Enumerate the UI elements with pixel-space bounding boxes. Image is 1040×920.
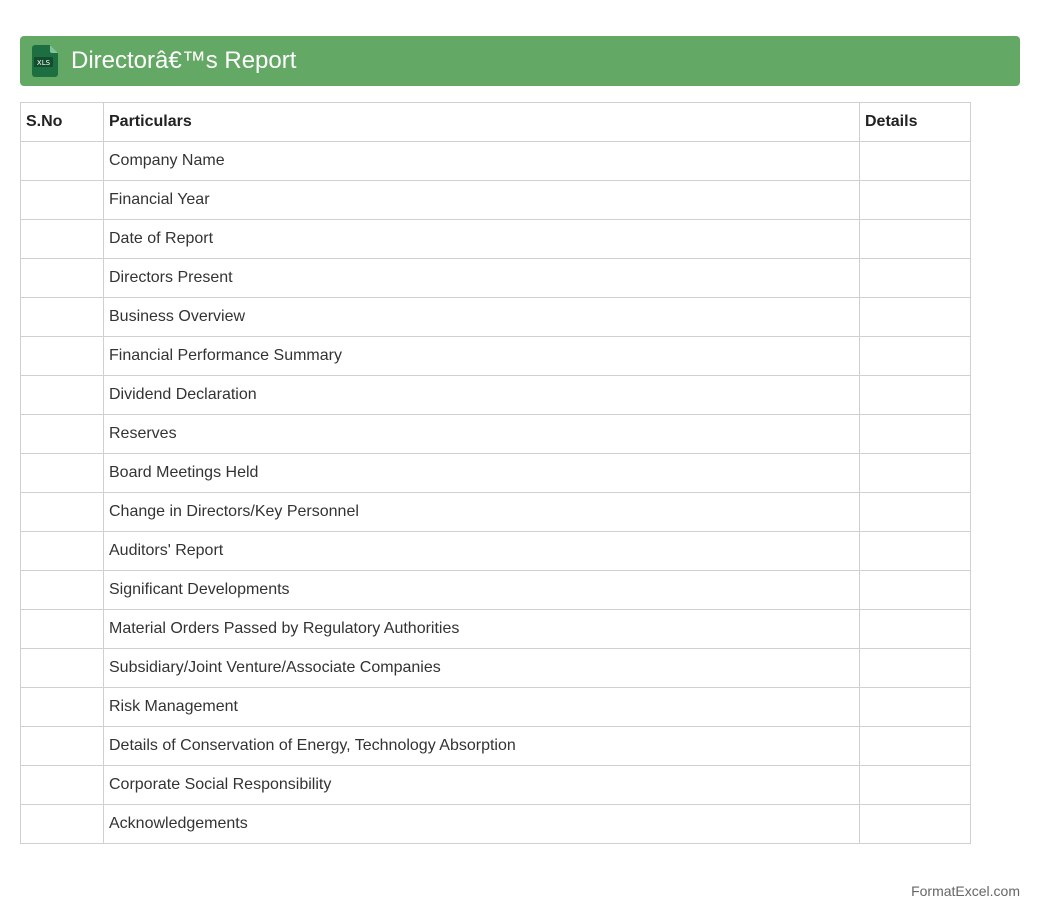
- page-header: [20, 36, 1020, 86]
- table-row: [21, 454, 971, 493]
- table-row: [21, 181, 971, 220]
- table-row: [21, 337, 971, 376]
- table-row: [21, 298, 971, 337]
- sno-cell[interactable]: [21, 688, 104, 727]
- details-cell[interactable]: [860, 493, 971, 532]
- xls-file-icon: [32, 45, 58, 77]
- details-cell[interactable]: [860, 415, 971, 454]
- details-cell[interactable]: [860, 571, 971, 610]
- table-row: [21, 688, 971, 727]
- table-row: [21, 415, 971, 454]
- report-table: [20, 102, 971, 844]
- table-row: [21, 142, 971, 181]
- particular-cell: Acknowledgements: [104, 805, 860, 844]
- details-cell[interactable]: [860, 532, 971, 571]
- table-row: [21, 376, 971, 415]
- particular-cell: Auditors' Report: [104, 532, 860, 571]
- details-cell[interactable]: [860, 688, 971, 727]
- particular-cell: Details of Conservation of Energy, Technology Absorption: [104, 727, 860, 766]
- sno-cell[interactable]: [21, 142, 104, 181]
- sno-cell[interactable]: [21, 610, 104, 649]
- sno-cell[interactable]: [21, 298, 104, 337]
- details-cell[interactable]: [860, 610, 971, 649]
- details-cell[interactable]: [860, 298, 971, 337]
- particular-cell: Corporate Social Responsibility: [104, 766, 860, 805]
- details-cell[interactable]: [860, 220, 971, 259]
- table-row: [21, 649, 971, 688]
- table-row: [21, 727, 971, 766]
- column-header-particulars: Particulars: [104, 103, 860, 142]
- table-row: [21, 571, 971, 610]
- sno-cell[interactable]: [21, 493, 104, 532]
- table-row: [21, 766, 971, 805]
- table-row: [21, 532, 971, 571]
- sno-cell[interactable]: [21, 649, 104, 688]
- details-cell[interactable]: [860, 142, 971, 181]
- details-cell[interactable]: [860, 727, 971, 766]
- details-cell[interactable]: [860, 766, 971, 805]
- sno-cell[interactable]: [21, 766, 104, 805]
- particular-cell: Reserves: [104, 415, 860, 454]
- table-row: [21, 220, 971, 259]
- sno-cell[interactable]: [21, 571, 104, 610]
- particular-cell: Significant Developments: [104, 571, 860, 610]
- table-row: [21, 610, 971, 649]
- details-cell[interactable]: [860, 337, 971, 376]
- particular-cell: Dividend Declaration: [104, 376, 860, 415]
- particular-cell: Material Orders Passed by Regulatory Authorities: [104, 610, 860, 649]
- sno-cell[interactable]: [21, 454, 104, 493]
- sno-cell[interactable]: [21, 415, 104, 454]
- xls-icon-label: XLS: [36, 59, 51, 67]
- column-header-details: Details: [860, 103, 971, 142]
- particular-cell: Risk Management: [104, 688, 860, 727]
- particular-cell: Business Overview: [104, 298, 860, 337]
- particular-cell: Financial Performance Summary: [104, 337, 860, 376]
- table-row: [21, 805, 971, 844]
- table-row: [21, 259, 971, 298]
- particular-cell: Date of Report: [104, 220, 860, 259]
- particular-cell: Company Name: [104, 142, 860, 181]
- sno-cell[interactable]: [21, 181, 104, 220]
- column-header-sno: S.No: [21, 103, 104, 142]
- footer-brand: FormatExcel.com: [911, 883, 1020, 899]
- sno-cell[interactable]: [21, 532, 104, 571]
- sno-cell[interactable]: [21, 727, 104, 766]
- particular-cell: Directors Present: [104, 259, 860, 298]
- details-cell[interactable]: [860, 454, 971, 493]
- details-cell[interactable]: [860, 649, 971, 688]
- sno-cell[interactable]: [21, 376, 104, 415]
- sno-cell[interactable]: [21, 337, 104, 376]
- particular-cell: Financial Year: [104, 181, 860, 220]
- page-title: Directorâ€™s Report: [71, 47, 297, 74]
- particular-cell: Subsidiary/Joint Venture/Associate Companies: [104, 649, 860, 688]
- sno-cell[interactable]: [21, 805, 104, 844]
- table-header-row: [21, 103, 971, 142]
- details-cell[interactable]: [860, 181, 971, 220]
- sno-cell[interactable]: [21, 259, 104, 298]
- particular-cell: Board Meetings Held: [104, 454, 860, 493]
- sno-cell[interactable]: [21, 220, 104, 259]
- table-row: [21, 493, 971, 532]
- details-cell[interactable]: [860, 805, 971, 844]
- details-cell[interactable]: [860, 376, 971, 415]
- details-cell[interactable]: [860, 259, 971, 298]
- particular-cell: Change in Directors/Key Personnel: [104, 493, 860, 532]
